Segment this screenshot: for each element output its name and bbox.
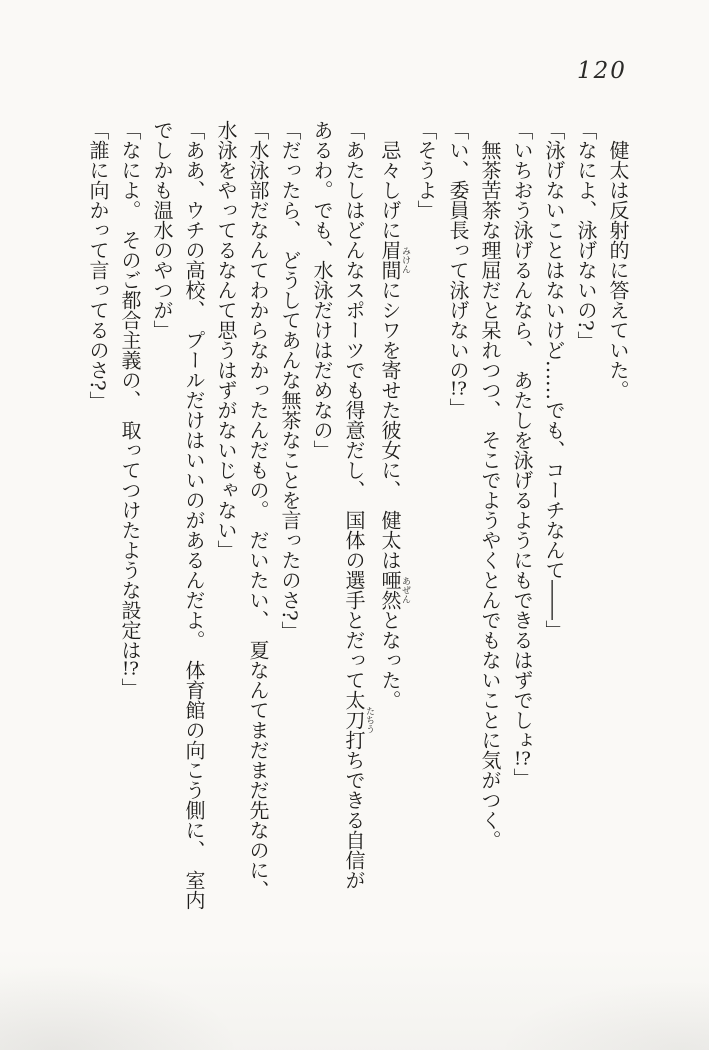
page-number: 120 <box>577 58 627 84</box>
text-line-11: 「だったら、 どうしてあんな無茶なことを言ったのさ?」 <box>278 120 302 641</box>
text-line-2: 「なによ、泳げないの?」 <box>574 120 598 351</box>
text-line-17: 「誰に向かって言ってるのさ?」 <box>86 120 110 411</box>
text-line-12: 「水泳部だなんてわからなかったんだもの。 だいたい、 夏なんてまだまだ先なのに、 <box>246 120 270 900</box>
tatechuyoko-exclamation-question: !? <box>514 750 531 768</box>
tatechuyoko-exclamation-question: !? <box>122 660 139 678</box>
tatechuyoko-exclamation-question: !? <box>450 380 467 398</box>
vertical-text-block <box>82 120 634 972</box>
ruby-annotated-word: 太刀打たちう <box>342 690 374 750</box>
text-line-16: 「なによ。 そのご都合主義の、 取ってつけたような設定は!?」 <box>118 120 142 698</box>
text-line-4: 「いちおう泳げるんなら、 あたしを泳げるようにもできるはずでしょ!?」 <box>510 120 534 788</box>
text-line-10: あるわ。でも、水泳だけはだめなの」 <box>310 120 334 460</box>
text-line-3: 「泳げないことはないけど……でも、コーチなんて――」 <box>542 120 566 640</box>
text-line-5: 無茶苦茶な理屈だと呆れつつ、 そこでようやくとんでもないことに気がつく。 <box>478 120 502 850</box>
text-line-14: 「ああ、ウチの高校、 プールだけはいいのがあるんだよ。 体育館の向こう側に、 室内 <box>182 120 206 910</box>
text-line-13: 水泳をやってるなんて思うはずがないじゃない」 <box>214 120 238 560</box>
text-line-6: 「い、委員長って泳げないの!?」 <box>446 120 470 418</box>
text-line-1: 健太は反射的に答えていた。 <box>606 120 630 400</box>
text-line-8: 忌々しげに眉間みけんにシワを寄せた彼女に、 健太は唖然あぜんとなった。 <box>378 120 410 710</box>
ruby-annotated-word: 唖然あぜん <box>378 570 410 610</box>
text-line-9: 「あたしはどんなスポーツでも得意だし、 国体の選手とだって太刀打たちうちできる自信が <box>342 120 374 890</box>
ruby-annotated-word: 眉間みけん <box>378 240 410 280</box>
text-line-7: 「そうよ」 <box>414 120 438 220</box>
text-line-15: でしかも温水のやつが」 <box>150 120 174 340</box>
